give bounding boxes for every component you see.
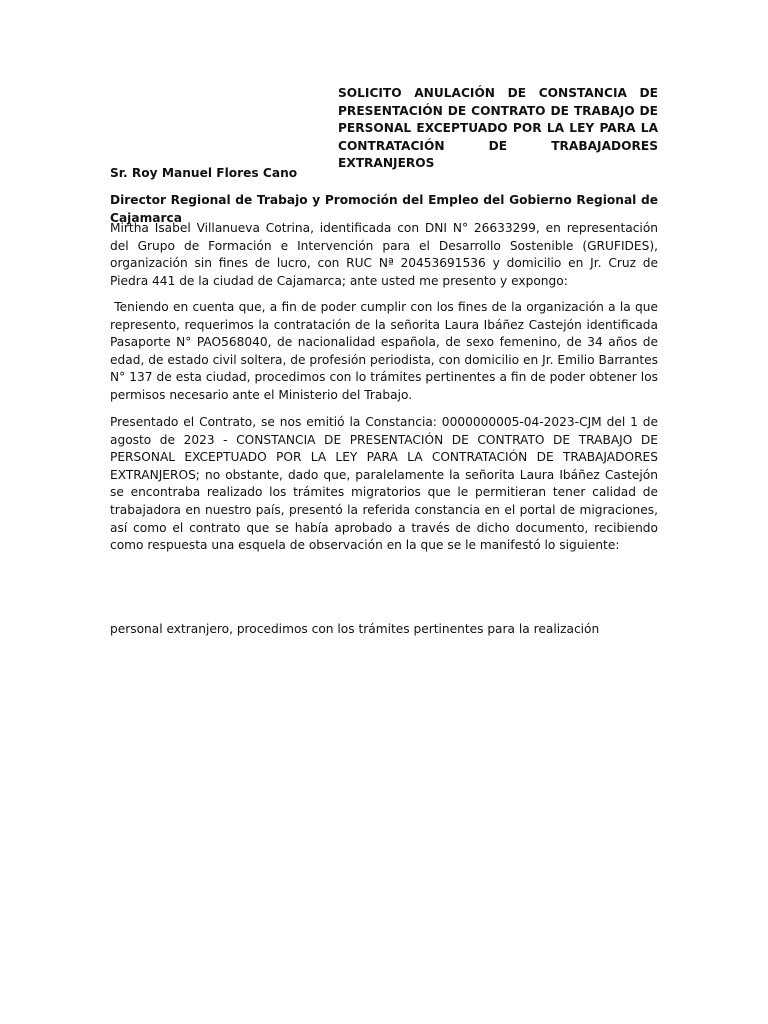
paragraph-constancia: Presentado el Contrato, se nos emitió la Constancia: 0000000005-04-2023-CJM del 1 de agosto de 2023 - CONSTANCIA DE PRESENTACIÓN DE CONTRATO DE TRABAJO DE PERSONAL EXCEPTUADO POR LA LEY PARA LA CONTRATACIÓN DE TRABAJADORES EXTRANJEROS; no obstante, dado que, paralelamente la señorita Laura Ibáñez Castejón se encontraba realizado los trámites migratorios que le permitieran tener calidad de trabajadora en nuestro país, presentó la referida constancia en el portal de migraciones, así como el contrato que se había aprobado a través de dicho documento, recibiendo como respuesta una esquela de observación en la que se le manifestó lo siguiente: — [110, 415, 666, 553]
addressee-title: Director Regional de Trabajo y Promoción del Empleo del Gobierno Regional de Cajamarca — [110, 193, 658, 225]
addressee-name: Sr. Roy Manuel Flores Cano — [110, 166, 298, 180]
paragraph-fragment: personal extranjero, procedimos con los trámites pertinentes para la realización — [110, 622, 600, 636]
paragraph-introduction: Mirtha Isabel Villanueva Cotrina, identificada con DNI N° 26633299, en representación del Grupo de Formación e Intervención para el Desarrollo Sostenible (GRUFIDES), organización sin fines de lucro, con RUC Nª 20453691536 y domicilio en Jr. Cruz de Piedra 441 de la ciudad de Cajamarca; ante usted me presento y expongo: — [110, 221, 658, 288]
document-subject: SOLICITO ANULACIÓN DE CONSTANCIA DE PRESENTACIÓN DE CONTRATO DE TRABAJO DE PERSONAL EXCEPTUADO POR LA LEY PARA LA CONTRATACIÓN DE TRABAJADORES EXTRANJEROS — [338, 86, 658, 170]
paragraph-context: Teniendo en cuenta que, a fin de poder cumplir con los fines de la organización a la que represento, requerimos la contratación de la señorita Laura Ibáñez Castejón identificada Pasaporte N° PAO568040, de nacionalidad española, de sexo femenino, de 34 años de edad, de estado civil soltera, de profesión periodista, con domicilio en Jr. Emilio Barrantes N° 137 de esta ciudad, procedimos con lo trámites pertinentes a fin de poder obtener los permisos necesario ante el Ministerio del Trabajo. — [110, 300, 662, 402]
